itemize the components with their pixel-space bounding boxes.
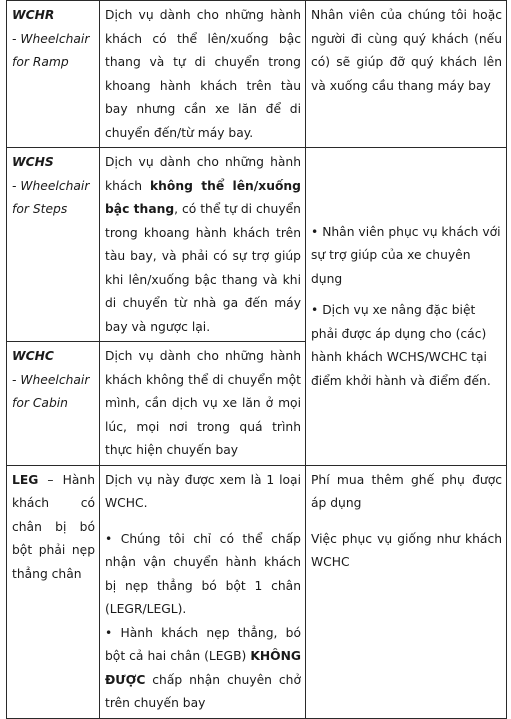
- bullet-icon: •: [105, 625, 113, 640]
- wheelchair-services-table: [6, 0, 507, 719]
- list-item: [311, 299, 502, 393]
- service-text: Dịch vụ này được xem là 1 loại WCHC.: [105, 472, 301, 510]
- list-item: [105, 622, 301, 716]
- service-code: LEG: [12, 472, 39, 487]
- support-text: Việc phục vụ giống như khách WCHC: [311, 531, 502, 569]
- code-cell: [7, 148, 100, 342]
- service-cell: [100, 465, 306, 718]
- service-emphasis: KHÔNG ĐƯỢC: [105, 649, 301, 687]
- table-row: [7, 1, 507, 148]
- service-cell: Dịch vụ dành cho những hành khách không thể di chuyển một mình, cần dịch vụ xe lăn ở mọi lúc, mọi nơi trong quá trình thực hiện chuyến bay: [100, 342, 306, 466]
- shared-support-cell: [306, 148, 507, 466]
- service-text: Chúng tôi chỉ có thể chấp nhận vận chuyển hành khách bị nẹp thẳng bó bột 1 chân (LEGR/LEGL).: [105, 531, 301, 616]
- code-cell: [7, 342, 100, 466]
- service-code-description: – Hành khách có chân bị bó bột phải nẹp thẳng chân: [12, 472, 95, 581]
- service-text: , có thể tự di chuyển trong khoang hành khách trên tàu bay, và phải có sự trợ giúp khi lên/xuống bậc thang và khi di chuyển từ nhà ga đến máy bay và ngược lại.: [105, 202, 301, 334]
- bullet-icon: •: [311, 224, 319, 239]
- code-cell: [7, 1, 100, 148]
- table-row: [7, 465, 507, 718]
- service-text: chấp nhận chuyên chở trên chuyến bay: [105, 672, 301, 710]
- support-cell: [306, 465, 507, 718]
- service-emphasis: không thể lên/xuống bậc thang: [105, 178, 301, 216]
- support-text: Dịch vụ xe nâng đặc biệt phải được áp dụng cho (các) hành khách WCHS/WCHC tại điểm khởi hành và điểm đến.: [311, 303, 491, 388]
- service-text: Hành khách nẹp thẳng, bó bột cả hai chân (LEGB): [105, 625, 301, 663]
- bullet-icon: •: [311, 303, 319, 317]
- service-code-description: - Wheelchair for Cabin: [12, 372, 90, 410]
- table-row: [7, 148, 507, 342]
- support-text: Nhân viên phục vụ khách với sự trợ giúp của xe chuyên dụng: [311, 224, 501, 286]
- list-item: [105, 528, 301, 622]
- service-cell: Dịch vụ dành cho những hành khách có thể lên/xuống bậc thang và tự di chuyển trong khoang hành khách trên tàu bay nhưng cần xe lăn để di chuyển đến/từ máy bay.: [100, 1, 306, 148]
- support-cell: Nhân viên của chúng tôi hoặc người đi cùng quý khách (nếu có) sẽ giúp đỡ quý khách lên và xuống cầu thang máy bay: [306, 1, 507, 148]
- support-text: Phí mua thêm ghế phụ được áp dụng: [311, 472, 502, 510]
- service-code: WCHS: [12, 155, 54, 169]
- bullet-icon: •: [105, 531, 113, 546]
- code-cell: [7, 465, 100, 718]
- service-code-description: - Wheelchair for Steps: [12, 178, 90, 216]
- service-cell: [100, 148, 306, 342]
- service-code: WCHR: [12, 8, 55, 22]
- service-code: WCHC: [12, 349, 54, 363]
- service-text: Dịch vụ dành cho những hành khách: [105, 155, 301, 193]
- list-item: [311, 221, 502, 292]
- service-code-description: - Wheelchair for Ramp: [12, 31, 90, 69]
